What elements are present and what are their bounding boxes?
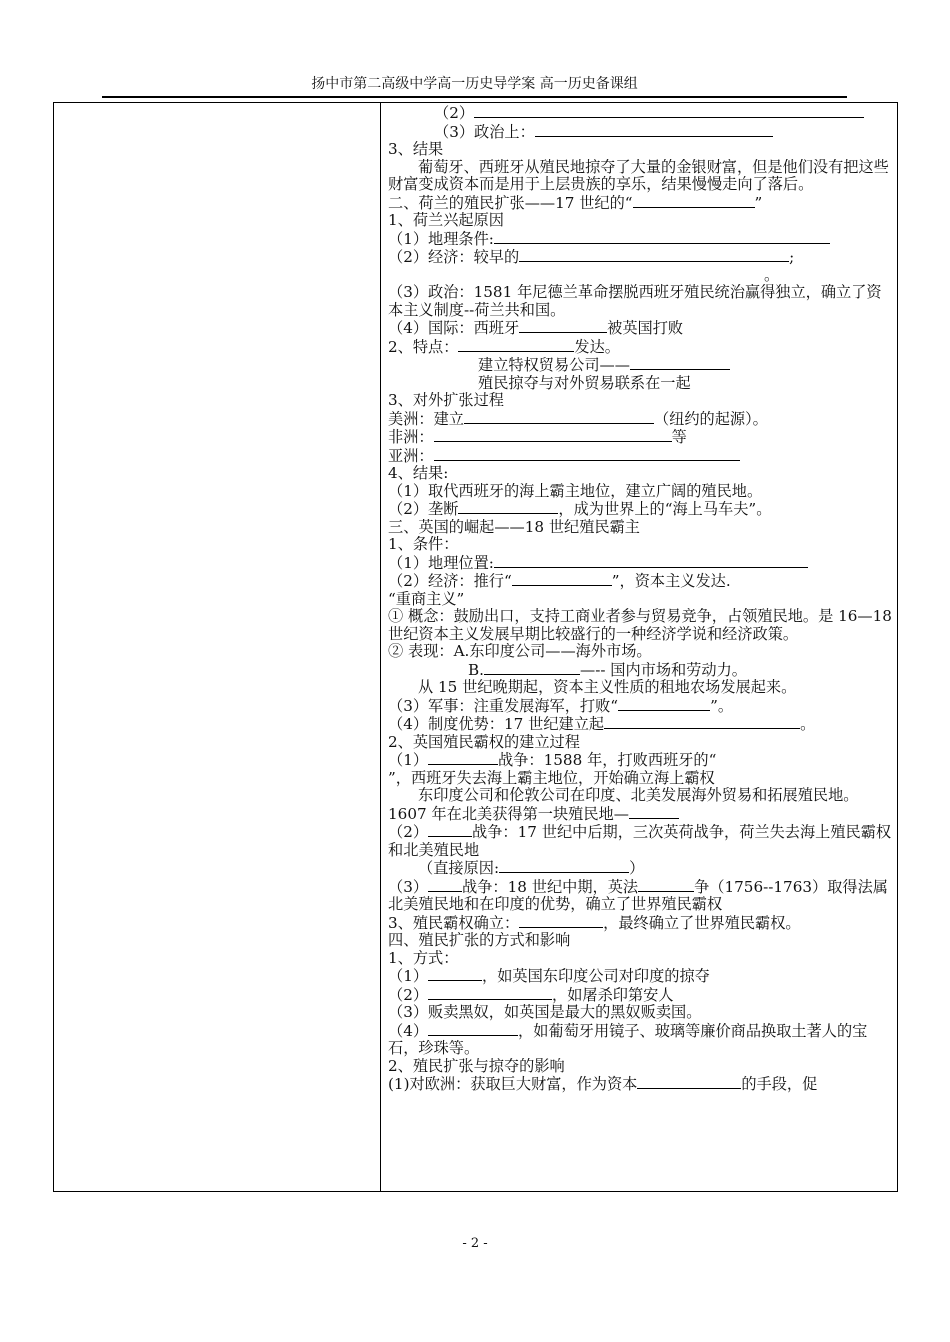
text-line: （1）地理条件:	[388, 230, 894, 249]
text-line: （3）军事：注重发展海军，打败“ ”。	[388, 696, 734, 715]
text-line: （直接原因: ）	[418, 859, 645, 877]
text-line: 殖民掠夺与对外贸易联系在一起	[478, 374, 691, 392]
text-line: 从 15 世纪晚期起，资本主义性质的租地农场发展起来。	[418, 679, 797, 696]
text-line: （4）制度优势：17 世纪建立起 。	[388, 715, 816, 733]
text-line: B. —-- 国内市场和劳动力。	[468, 660, 747, 679]
section-heading: 2、殖民扩张与掠夺的影响	[388, 1057, 565, 1075]
text-line: （4） ，如葡萄牙用镜子、玻璃等廉价商品换取土著人的宝石，珍珠等。	[388, 1021, 868, 1057]
text-line: （3）贩卖黑奴，如英国是最大的黑奴贩卖国。	[388, 1004, 702, 1021]
text-line: 亚洲：	[388, 447, 894, 466]
text-line: （2） ，如屠杀印第安人	[388, 985, 674, 1004]
text-line: （2）	[388, 104, 894, 123]
section-heading: 1、荷兰兴起原因	[388, 212, 504, 229]
text-line: 美洲：建立 （纽约的起源）。	[388, 409, 768, 428]
right-column-content	[388, 104, 894, 1094]
page-header: 扬中市第二高级中学高一历史导学案 高一历史备课组	[311, 76, 638, 92]
text-line: 3、殖民霸权确立： ，最终确立了世界殖民霸权。	[388, 913, 801, 932]
text-line: （2）经济：较早的 ;	[388, 248, 795, 266]
section-heading: 2、特点： 发达。	[388, 337, 620, 356]
header-rule	[102, 96, 847, 98]
section-heading: 三、英国的崛起——18 世纪殖民霸主	[388, 518, 640, 536]
text-line: （4）国际：西班牙 被英国打败	[388, 319, 684, 337]
text-line: （1） ，如英国东印度公司对印度的掠夺	[388, 967, 710, 985]
text-line: 非洲： 等	[388, 428, 687, 446]
text-line: （2）经济：推行“ ”，资本主义发达.	[388, 572, 731, 590]
text-line: （1）地理位置:	[388, 554, 894, 573]
text-line: ① 概念：鼓励出口，支持工商业者参与贸易竞争，占领殖民地。是 16—18 世纪资本主义发展早期比较盛行的一种经济学说和经济政策。	[388, 608, 892, 643]
section-heading: 二、荷兰的殖民扩张——17 世纪的“ ”	[388, 193, 763, 212]
text-line: 建立特权贸易公司——	[388, 356, 894, 375]
section-heading: 四、殖民扩张的方式和影响	[388, 932, 571, 949]
section-heading: 3、对外扩张过程	[388, 392, 504, 409]
section-heading: 4、结果:	[388, 465, 449, 482]
text-line: （2） 战争：17 世纪中后期，三次英荷战争，荷兰失去海上殖民霸权和北美殖民地	[388, 823, 892, 859]
text-line: （1）取代西班牙的海上霸主地位，建立广阔的殖民地。	[388, 482, 763, 500]
section-heading: 1、条件：	[388, 536, 459, 553]
text-line: ② 表现：A.东印度公司——海外市场。	[388, 643, 652, 660]
text-line: ”，西班牙失去海上霸主地位，开始确立海上霸权	[388, 769, 715, 787]
column-divider	[380, 102, 381, 1192]
text-line: （1） 战争：1588 年，打败西班牙的“	[388, 751, 717, 769]
text-line: （3）政治上：	[388, 123, 894, 142]
page-number: - 2 -	[462, 1236, 488, 1251]
section-heading: 1、方式：	[388, 949, 459, 967]
section-heading: 3、结果	[388, 141, 444, 158]
text-line: (1)对欧洲：获取巨大财富，作为资本 的手段，促	[388, 1075, 818, 1093]
section-heading: 2、英国殖民霸权的建立过程	[388, 733, 580, 751]
text-line: 。	[764, 266, 780, 284]
text-line: （3）政治：1581 年尼德兰革命摆脱西班牙殖民统治赢得独立，确立了资本主义制度--荷兰共和国。	[388, 284, 882, 319]
text-line: “重商主义”	[388, 590, 465, 608]
paragraph: 葡萄牙、西班牙从殖民地掠夺了大量的金银财富，但是他们没有把这些财富变成资本而是用于上层贵族的享乐，结果慢慢走向了落后。	[388, 158, 889, 193]
text-line: （3） 战争：18 世纪中期，英法 争（1756--1763）取得法属北美殖民地和在印度的优势，确立了世界殖民霸权	[388, 877, 888, 913]
paragraph: 东印度公司和伦敦公司在印度、北美发展海外贸易和拓展殖民地。1607 年在北美获得第一块殖民地—	[388, 787, 859, 823]
text-line: （2）垄断 ，成为世界上的“海上马车夫”。	[388, 500, 772, 518]
